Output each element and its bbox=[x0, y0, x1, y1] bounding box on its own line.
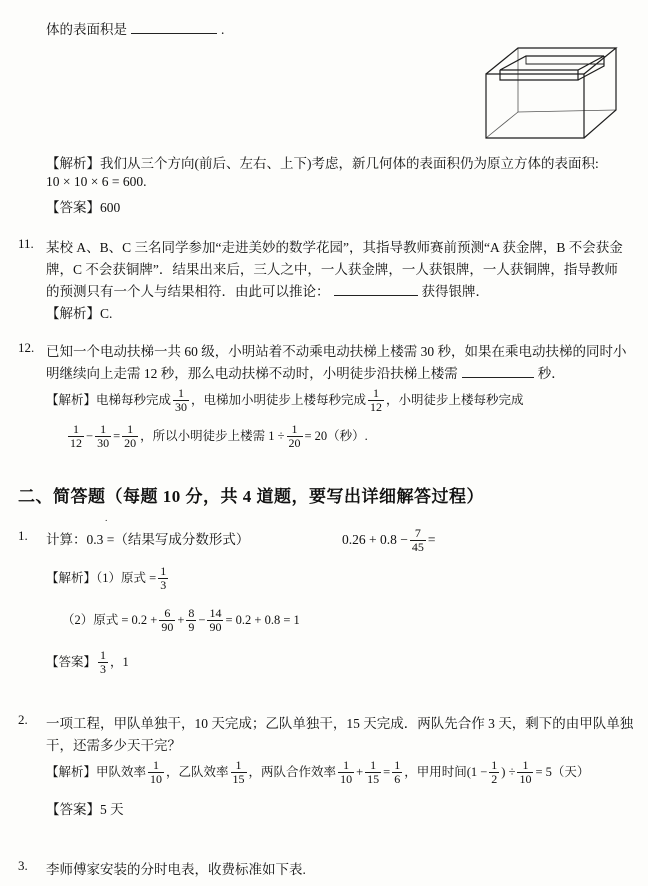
fraction-1-30-b: $\frac{1}{30}$ bbox=[97, 422, 110, 450]
q12-line1: 已知一个电动扶梯一共 60 级，小明站着不动乘电动扶梯上楼需 30 秒，如果在乘电动扶梯的同时小 bbox=[46, 344, 627, 359]
plus-sign: + bbox=[177, 612, 185, 627]
fill-blank bbox=[131, 21, 217, 34]
s2q2-a-mid4: ) ÷ bbox=[501, 764, 516, 779]
fraction-1-10-a: $\frac{1}{10}$ bbox=[150, 758, 163, 786]
q12-analysis-line1 bbox=[46, 388, 524, 414]
s2q2-a-pre: 甲队效率 bbox=[96, 764, 147, 779]
fraction-1-15-a: $\frac{1}{15}$ bbox=[232, 758, 245, 786]
fraction-7-45: $\frac{7}{45}$ bbox=[411, 526, 424, 554]
fraction-1-3: $\frac{1}{3}$ bbox=[160, 564, 167, 592]
s2q1-a2-tail: = 0.2 + 0.8 = 1 bbox=[225, 612, 300, 627]
s2q1-analysis-1-pre: （1）原式 = bbox=[96, 570, 157, 585]
s2q3-number: 3. bbox=[18, 858, 28, 873]
s2q1-expr2-pre: 0.26 + 0.8 − bbox=[342, 532, 408, 548]
fraction-1-12-b: $\frac{1}{12}$ bbox=[70, 422, 82, 450]
fraction-6-90: $\frac{6}{90}$ bbox=[161, 606, 174, 634]
s2q3-text: 李师傅家安装的分时电表，收费标准如下表. bbox=[46, 862, 306, 877]
q10-answer-label: 【答案】 bbox=[46, 200, 100, 215]
q12-line2-tail-a: ，所以小明徒步上楼需 1 ÷ bbox=[140, 428, 285, 443]
fraction-1-10-c: $\frac{1}{10}$ bbox=[519, 758, 532, 786]
q12-analysis-line2 bbox=[66, 424, 368, 450]
fraction-8-9: $\frac{8}{9}$ bbox=[188, 606, 195, 634]
q11-number: 11. bbox=[18, 236, 34, 251]
q12-line2-text: 明继续向上走需 12 秒，那么电动扶梯不动时，小明徒步沿扶梯上楼需 bbox=[46, 366, 458, 381]
s2q1-expr2-eq: = bbox=[427, 532, 436, 548]
s2q1-text bbox=[46, 519, 250, 548]
q12-line2-tail-b: = 20（秒）. bbox=[304, 428, 368, 443]
q12-analysis-a: 电梯每秒完成 bbox=[96, 392, 172, 407]
s2q2-a-mid1: ，乙队效率 bbox=[166, 764, 229, 779]
s2q2-number: 2. bbox=[18, 712, 28, 727]
fraction-14-90: $\frac{14}{90}$ bbox=[209, 606, 222, 634]
fraction-1-20: $\frac{1}{20}$ bbox=[124, 422, 137, 450]
q12-number: 12. bbox=[18, 340, 35, 355]
fraction-1-3-answer: $\frac{1}{3}$ bbox=[100, 648, 107, 676]
q12-fill-blank bbox=[462, 365, 534, 378]
s2q2-line2: 干，还需多少天干完？ bbox=[46, 738, 181, 753]
q11-line3-text: 的预测只有一个人与结果相符．由此可以推论： bbox=[46, 284, 330, 299]
cube-wireframe-icon bbox=[466, 36, 626, 146]
plus-sign-3: + bbox=[356, 764, 364, 779]
s2q2-a-mid3: ，甲用时间(1 − bbox=[404, 764, 488, 779]
s2q1-answer bbox=[46, 650, 129, 676]
fraction-1-2: $\frac{1}{2}$ bbox=[491, 758, 498, 786]
s2q2-line1: 一项工程，甲队单独干，10 天完成；乙队单独干，15 天完成．两队先合作 3 天，剩下的由甲队单独 bbox=[46, 716, 634, 731]
fraction-1-12: $\frac{1}{12}$ bbox=[370, 386, 383, 414]
top-partial-text: 体的表面积是 bbox=[46, 22, 127, 37]
minus-sign-2: − bbox=[198, 612, 206, 627]
q11-line2: 牌，C 不会获铜牌”．结果出来后，三人之中，一人获金牌，一人获银牌，一人获铜牌，指导教师 bbox=[46, 262, 618, 277]
equals-sign-3: = bbox=[383, 764, 391, 779]
q11-analysis-text: C. bbox=[100, 306, 113, 321]
minus-sign: − bbox=[86, 428, 94, 443]
q10-analysis bbox=[46, 152, 599, 172]
s2q1-analysis-2 bbox=[62, 608, 300, 634]
q11-line1: 某校 A、B、C 三名同学参加“走进美妙的数学花园”，其指导教师赛前预测“A 获金牌，B 不会获金 bbox=[46, 240, 623, 255]
q12-analysis-label: 【解析】 bbox=[46, 392, 97, 407]
q11-analysis-label: 【解析】 bbox=[46, 306, 100, 321]
q12-line2 bbox=[46, 362, 565, 382]
q12-analysis-c: ，小明徒步上楼每秒完成 bbox=[386, 392, 524, 407]
q10-computation: 10 × 10 × 6 = 600. bbox=[46, 174, 147, 189]
s2q2-analysis bbox=[46, 760, 589, 786]
q10-answer bbox=[46, 196, 120, 216]
fraction-1-15-b: $\frac{1}{15}$ bbox=[367, 758, 380, 786]
q10-analysis-label: 【解析】 bbox=[46, 156, 100, 171]
q10-answer-text: 600 bbox=[100, 200, 121, 215]
s2q2-answer bbox=[46, 798, 124, 818]
q11-analysis bbox=[46, 302, 112, 322]
equals-sign: = bbox=[113, 428, 121, 443]
s2q2-answer-text: 5 天 bbox=[100, 802, 124, 817]
top-partial-period: . bbox=[221, 22, 225, 37]
q11-line3 bbox=[46, 280, 489, 300]
fraction-1-20-b: $\frac{1}{20}$ bbox=[288, 422, 301, 450]
s2q2-a-mid2: ，两队合作效率 bbox=[248, 764, 337, 779]
repeating-decimal: ˙ 0.3 =（结果写成分数形式） bbox=[86, 519, 250, 547]
s2q1-analysis-2-pre: （2）原式 = 0.2 + bbox=[62, 612, 158, 627]
q11-line3-tail: 获得银牌． bbox=[421, 284, 489, 299]
q11-fill-blank bbox=[334, 283, 418, 296]
top-partial-question bbox=[46, 18, 224, 38]
q10-analysis-text: 我们从三个方向(前后、左右、上下)考虑，新几何体的表面积仍为原立方体的表面积: bbox=[100, 156, 599, 171]
s2q1-label: 计算： bbox=[46, 532, 87, 547]
s2q1-answer-label: 【答案】 bbox=[46, 654, 97, 669]
s2q2-a-tail: = 5（天） bbox=[535, 764, 590, 779]
fraction-1-30: $\frac{1}{30}$ bbox=[175, 386, 188, 414]
s2q1-analysis-1 bbox=[46, 566, 170, 592]
fraction-1-10-b: $\frac{1}{10}$ bbox=[340, 758, 353, 786]
q12-line2-tail: 秒． bbox=[537, 366, 565, 381]
section-2-title: 二、简答题（每题 10 分，共 4 道题，要写出详细解答过程） bbox=[18, 487, 484, 506]
q12-analysis-b: ，电梯加小明徒步上楼每秒完成 bbox=[191, 392, 367, 407]
s2q1-number: 1. bbox=[18, 528, 28, 543]
s2q2-answer-label: 【答案】 bbox=[46, 802, 100, 817]
s2q1-answer-tail: ，1 bbox=[110, 654, 129, 669]
s2q2-analysis-label: 【解析】 bbox=[46, 764, 97, 779]
s2q1-expr2 bbox=[342, 528, 435, 554]
s2q1-analysis-label: 【解析】 bbox=[46, 570, 97, 585]
fraction-1-6: $\frac{1}{6}$ bbox=[394, 758, 401, 786]
